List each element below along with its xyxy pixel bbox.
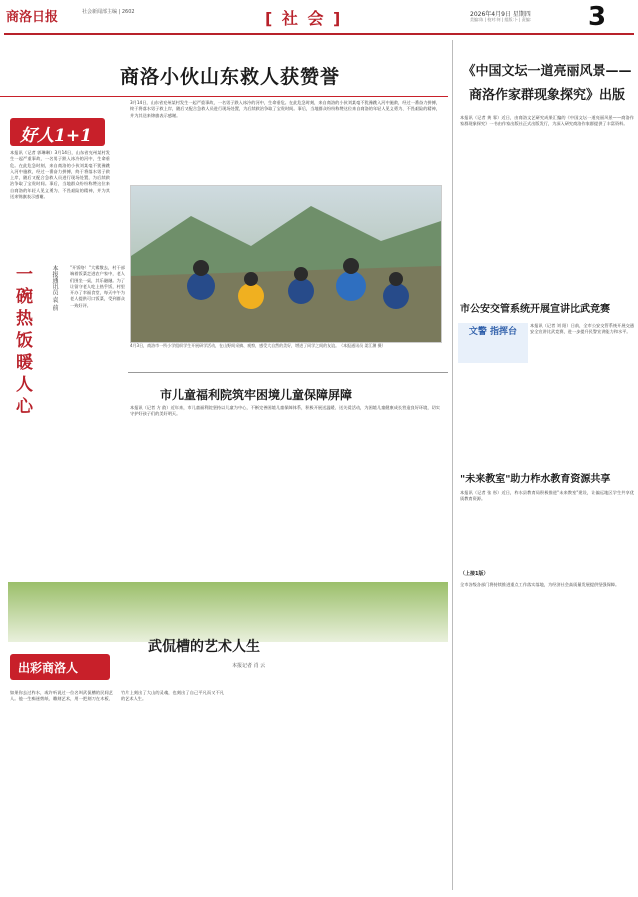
- masthead-sub: 社会新闻部主编 | 2602: [82, 9, 135, 15]
- lead-byline: 本报讯（记者 郭琳琳）: [10, 150, 55, 155]
- masthead-rule: [4, 33, 634, 35]
- craft-headline: 武侃槽的艺术人生: [148, 639, 260, 655]
- divider: [0, 96, 448, 97]
- lead-body-cont: 3月14日，山东省兖州某村发生一起严重事故，一名男子跌入冰冷的河中，生命垂危。在此危急时刻，来自商洛的小伙刘某毫不犹豫跳入河中施救，经过一番奋力拼搏，终于将落水男子救上岸，随后又配合急救人员进行现场处置，为后续救治争取了宝贵时间。事后，当地群众纷纷称赞这位来自商洛的年轻人见义勇为、不畏艰险的精神，并为其送来锦旗表示感谢。: [130, 100, 440, 118]
- right2-byline: 本报讯（记者 刘 阳）: [530, 323, 571, 328]
- right1-byline: 本报讯（记者 黄 霏）: [460, 115, 502, 120]
- issue-staff: 美编:陈 | 校对:何 | 组版:卜 | 责编:: [470, 17, 532, 22]
- craft-banner: [8, 582, 448, 642]
- issue-date: 2026年4月9日 星期四: [470, 11, 531, 18]
- lead-body: 本报讯（记者 郭琳琳）3月14日，山东省兖州某村发生一起严重事故，一名男子跌入冰冷的河中，生命垂危。在此危急时刻，来自商洛的小伙刘某毫不犹豫跳入河中施救，经过一番奋力拼搏，终于将落水男子救上岸，随后又配合急救人员进行现场处置，为后续救治争取了宝贵时间。事后，当地群众纷纷称赞这位来自商洛的年轻人见义勇为、不畏艰险的精神，并为其送来锦旗表示感谢。: [10, 150, 110, 200]
- news-photo: [130, 185, 442, 343]
- page-number: 3: [588, 2, 607, 32]
- newspaper-logo: 商洛日报: [6, 10, 59, 25]
- right3-body: 本报讯（记者 张 彤）近日，柞水县教育局积极推进"未来教室"建设，让偏远地区学生共享优质教育资源。: [460, 490, 634, 502]
- story2-byline: 本报讯（记者 方 韵）: [130, 405, 171, 410]
- traffic-badge: 文警 指挥台: [458, 323, 528, 363]
- masthead: [0, 0, 638, 38]
- right3-headline: "未来教室"助力柞水教育资源共享: [460, 474, 611, 485]
- photo-credit: （本报通讯员 姜江渊 摄）: [339, 343, 386, 348]
- column-title-block: [10, 265, 50, 465]
- continued-body: 全市各级各部门将持续推进重点工作落实落地，为经济社会高质量发展提供坚强保障。: [460, 582, 620, 587]
- right1-body: 本报讯（记者 黄 霏）近日，由商洛文艺研究成果汇编的《中国文坛一道亮丽风景——商洛作家群现象探究》一书由作家出版社正式出版发行，为深入研究商洛作家群提供了丰富资料。: [460, 115, 634, 127]
- craft-byline: 本报记者 肖 云: [232, 663, 266, 669]
- column-body: "开饭咯！"大雾散去，村干部端着饭菜走进农户家中，老人们围坐一桌，其乐融融。为了让留守老人吃上热乎饭，村里开办了幸福食堂，每天中午为老人提供可口饭菜，受到群众一致好评。: [70, 265, 125, 308]
- story2-headline: 市儿童福利院筑牢困境儿童保障屏障: [160, 388, 353, 402]
- right3-byline: 本报讯（记者 张 彤）: [460, 490, 502, 495]
- right2-body: 本报讯（记者 刘 阳）日前，全市公安交管系统开展交通安全宣讲比武竞赛，进一步提升民警宣讲能力和水平。: [530, 323, 634, 335]
- section-category: [ 社 会 ]: [265, 9, 343, 28]
- column-byline: 本报通讯员 袁 前: [51, 265, 58, 311]
- craft-body: 如果你去过柞水，或许听说过一位名叫武侃槽的民间艺人。他一生痴迷剪纸、雕刻艺术，用一把刻刀在木板、竹片上刻出了大山的灵魂，也刻出了自己平凡而又不凡的艺术人生。: [10, 690, 224, 702]
- section-logo: 出彩商洛人: [10, 650, 120, 684]
- lead-headline: 商洛小伙山东救人获赞誉: [119, 66, 340, 88]
- column-title: 一碗热饭暖人心: [12, 265, 32, 419]
- photo-caption: 4月3日，商洛市一所小学组织学生开展研学活动，在山野间采摘、观察，感受大自然的美好，增进了同学之间的友谊。（本报通讯员 姜江渊 摄）: [130, 343, 386, 348]
- right1-headline: 《中国文坛一道亮丽风景——商洛作家群现象探究》出版: [462, 64, 632, 103]
- continued-heading: （上接1版）: [460, 571, 489, 577]
- haoren-badge: 好人1+1: [10, 118, 105, 146]
- photo-scene: [131, 186, 441, 342]
- column-divider: [452, 40, 453, 890]
- divider: [128, 372, 448, 373]
- right2-headline: 市公安交管系统开展宣讲比武竞赛: [460, 304, 610, 315]
- story2-body: 本报讯（记者 方 韵）近年来，市儿童福利院坚持以儿童为中心，不断完善困境儿童保障体系，积极开展送温暖、送关爱活动，为困境儿童健康成长营造良好环境，切实守护好孩子们的美好明天。: [130, 405, 440, 417]
